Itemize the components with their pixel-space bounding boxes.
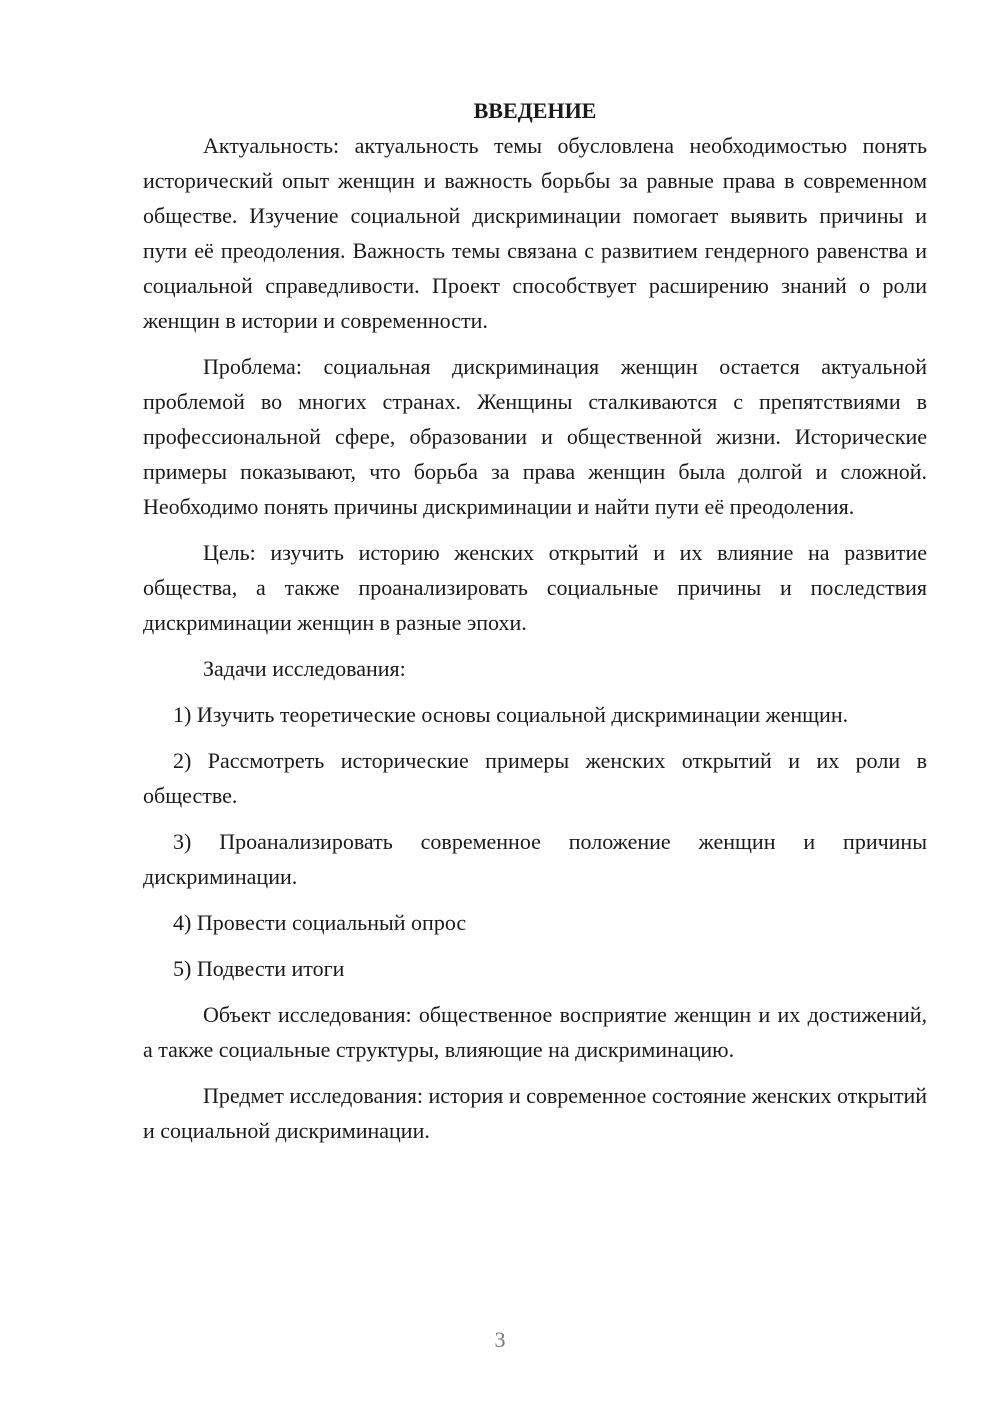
page-number: 3	[494, 1327, 506, 1352]
paragraph-subject: Предмет исследования: история и современное состояние женских открытий и социальной дискриминации.	[143, 1083, 927, 1143]
task-item-5: 5) Подвести итоги	[173, 956, 345, 981]
task-item-4: 4) Провести социальный опрос	[173, 910, 467, 935]
paragraph-object: Объект исследования: общественное восприятие женщин и их достижений, а также социальные структуры, влияющие на дискриминацию.	[143, 1002, 927, 1062]
task-item-3: 3) Проанализировать современное положение женщин и причины дискриминации.	[143, 829, 927, 889]
paragraph-relevance: Актуальность: актуальность темы обусловлена необходимостью понять исторический опыт женщин и важность борьбы за равные права в современном обществе. Изучение социальной дискриминации помогает выявить причины и пути её преодоления. Важность темы связана с развитием гендерного равенства и социальной справедливости. Проект способствует расширению знаний о роли женщин в истории и современности.	[143, 133, 927, 333]
paragraph-problem: Проблема: социальная дискриминация женщин остается актуальной проблемой во многих странах. Женщины сталкиваются с препятствиями в профессиональной сфере, образовании и общественной жизни. Исторические примеры показывают, что борьба за права женщин была долгой и сложной. Необходимо понять причины дискриминации и найти пути её преодоления.	[143, 354, 927, 519]
section-title: ВВЕДЕНИЕ	[473, 98, 597, 123]
paragraph-goal: Цель: изучить историю женских открытий и их влияние на развитие общества, а также проанализировать социальные причины и последствия дискриминации женщин в разные эпохи.	[143, 540, 927, 635]
paragraph-tasks-heading: Задачи исследования:	[203, 656, 406, 681]
task-item-2: 2) Рассмотреть исторические примеры женских открытий и их роли в обществе.	[143, 748, 927, 808]
task-item-1: 1) Изучить теоретические основы социальной дискриминации женщин.	[173, 702, 849, 727]
page-content	[143, 93, 927, 1148]
